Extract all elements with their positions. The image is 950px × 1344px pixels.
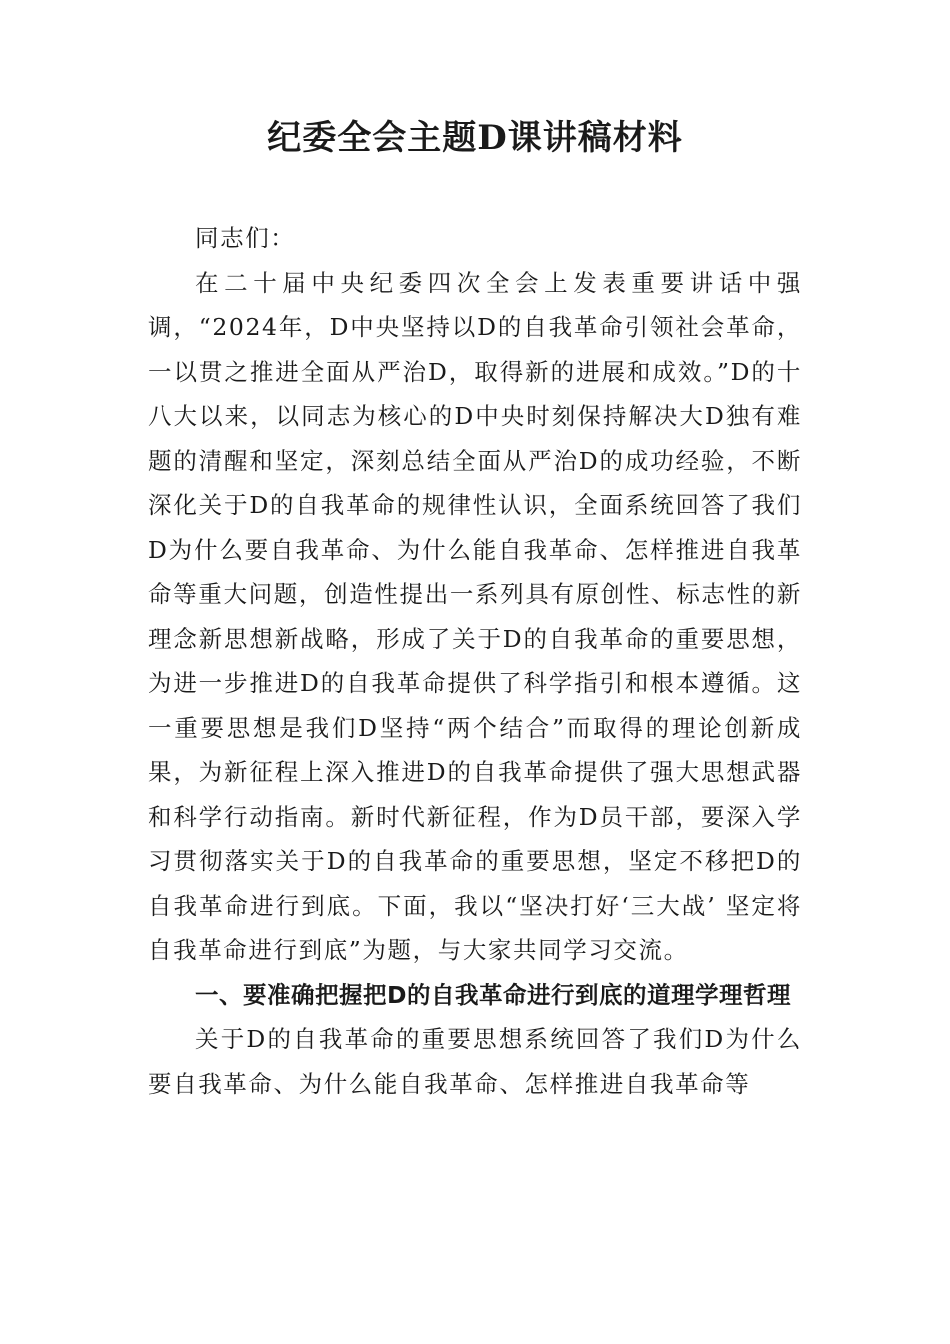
intro-paragraph: 在二十届中央纪委四次全会上发表重要讲话中强调，“2024年，D中央坚持以D的自我革命引领社会革命，一以贯之推进全面从严治D，取得新的进展和成效。”D的十八大以来，以同志为核心的D中央时刻保持解决大D独有难题的清醒和坚定，深刻总结全面从严治D的成功经验，不断深化关于D的自我革命的规律性认识，全面系统回答了我们D为什么要自我革命、为什么能自我革命、怎样推进自我革命等重大问题，创造性提出一系列具有原创性、标志性的新理念新思想新战略，形成了关于D的自我革命的重要思想，为进一步推进D的自我革命提供了科学指引和根本遵循。这一重要思想是我们D坚持“两个结合”而取得的理论创新成果，为新征程上深入推进D的自我革命提供了强大思想武器和科学行动指南。新时代新征程，作为D员干部，要深入学习贯彻落实关于D的自我革命的重要思想，坚定不移把D的自我革命进行到底。下面，我以“坚决打好‘三大战’ 坚定将自我革命进行到底”为题，与大家共同学习交流。: [148, 268, 802, 964]
salutation: 同志们：: [195, 224, 296, 252]
section-heading: 一、要准确把握把D的自我革命进行到底的道理学理哲理: [195, 980, 792, 1009]
section-paragraph: 关于D的自我革命的重要思想系统回答了我们D为什么要自我革命、为什么能自我革命、怎样推进自我革命等: [148, 1025, 802, 1098]
document-title: 纪委全会主题D课讲稿材料: [267, 118, 683, 158]
